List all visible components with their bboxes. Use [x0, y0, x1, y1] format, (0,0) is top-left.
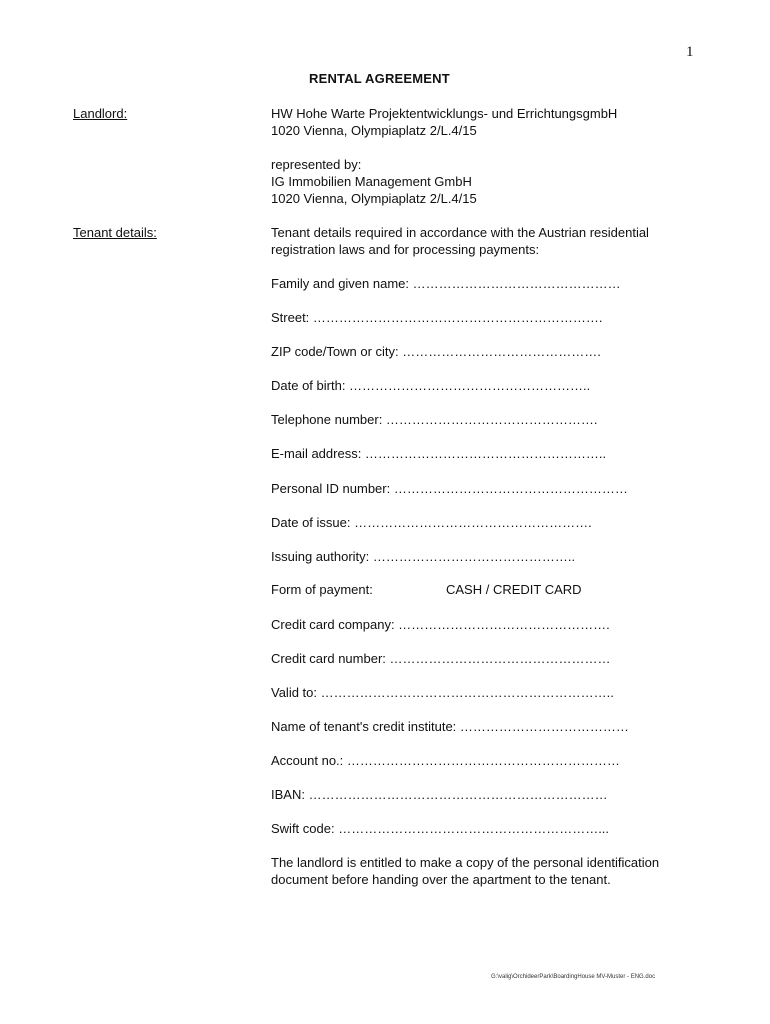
- document-title: RENTAL AGREEMENT: [309, 71, 450, 86]
- field-account-no[interactable]: Account no.: ………………………………………………………: [271, 753, 620, 768]
- landlord-name: HW Hohe Warte Projektentwicklungs- und ErrichtungsgmbH: [271, 106, 618, 121]
- tenant-intro-line2: registration laws and for processing payments:: [271, 242, 540, 257]
- field-date-of-birth[interactable]: Date of birth: ………………………………………………..: [271, 378, 591, 393]
- field-iban[interactable]: IBAN: ……………………………………………………………: [271, 787, 608, 802]
- tenant-intro: [271, 224, 731, 258]
- landlord-address: 1020 Vienna, Olympiaplatz 2/L.4/15: [271, 123, 477, 138]
- representative-address: 1020 Vienna, Olympiaplatz 2/L.4/15: [271, 191, 477, 206]
- field-family-name[interactable]: Family and given name: …………………………………………: [271, 276, 621, 291]
- field-email[interactable]: E-mail address: ………………………………………………..: [271, 446, 607, 461]
- landlord-copy-note: [271, 854, 731, 888]
- note-line1: The landlord is entitled to make a copy of the personal identification: [271, 855, 660, 870]
- note-line2: document before handing over the apartment to the tenant.: [271, 872, 611, 887]
- field-telephone[interactable]: Telephone number: ………………………………………….: [271, 412, 598, 427]
- landlord-label: Landlord:: [73, 106, 128, 121]
- field-credit-institute[interactable]: Name of tenant's credit institute: …………………………………: [271, 719, 629, 734]
- field-zip-town[interactable]: ZIP code/Town or city: ……………………………………….: [271, 344, 601, 359]
- page-number: 1: [686, 44, 694, 60]
- landlord-block: [271, 105, 731, 139]
- field-cc-company[interactable]: Credit card company: ………………………………………….: [271, 617, 610, 632]
- field-cc-number[interactable]: Credit card number: ……………………………………………: [271, 651, 611, 666]
- footer-file-path: G:\valig\OrchideerPark\BoardingHouse MV-Muster - ENG.doc: [491, 974, 656, 980]
- represented-by-label: represented by:: [271, 157, 362, 172]
- tenant-label: Tenant details:: [73, 225, 157, 240]
- tenant-intro-line1: Tenant details required in accordance with the Austrian residential: [271, 225, 649, 240]
- representative-block: [271, 156, 731, 207]
- field-street[interactable]: Street: ………………………………………………………….: [271, 310, 603, 325]
- field-date-of-issue[interactable]: Date of issue: ……………………………………………….: [271, 515, 592, 530]
- field-personal-id[interactable]: Personal ID number: ………………………………………………: [271, 481, 628, 496]
- representative-name: IG Immobilien Management GmbH: [271, 174, 472, 189]
- field-swift[interactable]: Swift code: ……………………………………………………...: [271, 821, 610, 836]
- field-issuing-authority[interactable]: Issuing authority: ………………………………………..: [271, 549, 576, 564]
- field-valid-to[interactable]: Valid to: …………………………………………………………..: [271, 685, 614, 700]
- payment-options[interactable]: CASH / CREDIT CARD: [446, 582, 582, 597]
- payment-label: Form of payment:: [271, 582, 373, 597]
